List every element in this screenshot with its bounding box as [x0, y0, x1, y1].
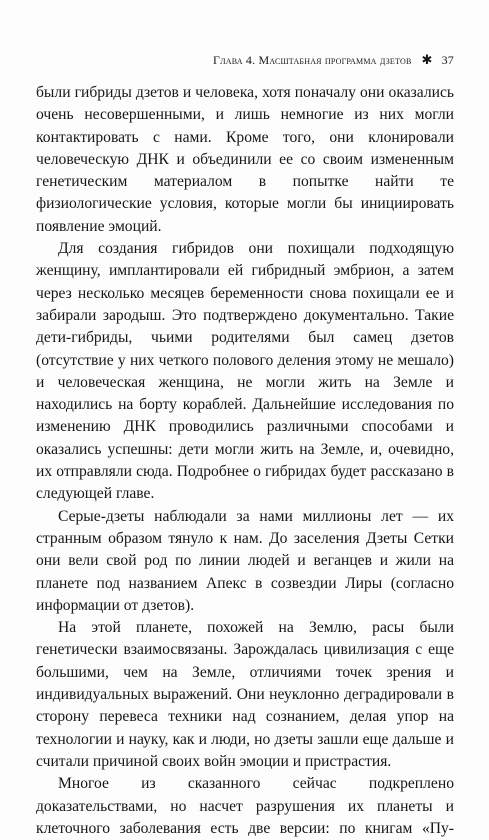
paragraph: Для создания гибридов они похищали подходящую женщину, имплантировали ей гибридный эмбрион, а затем через несколько месяцев беременности снова похищали ее и забирали зародыш. Это подтверждено документально. Такие дети-гибриды, чьими родителями был самец дзетов (отсутствие у них четкого полового деления этому не мешало) и человеческая женщина, не могли жить на Земле и находились на борту кораблей. Дальнейшие исследования по изменению ДНК проводились различными способами и оказались успешны: дети могли жить на Земле, и, очевидно, их отправляли сюда. Подробнее о гибридах будет рассказано в следующей главе.: [36, 240, 454, 503]
book-page: [36, 0, 454, 837]
running-header: [36, 52, 454, 70]
paragraph: Серые-дзеты наблюдали за нами миллионы лет — их странным образом тянуло к нам. До заселения Дзеты Сетки они вели свой род по линии людей и веганцев и жили на планете под названием Апекс в созвездии Лиры (согласно информации от дзетов).: [36, 507, 454, 614]
chapter-title: Глава 4. Масштабная программа дзетов: [212, 53, 412, 67]
paragraph: Многое из сказанного сейчас подкреплено доказательствами, но насчет разрушения их планеты и клеточного заболевания есть две версии: по книгам «Пу-: [36, 775, 454, 837]
body-text: [36, 82, 454, 840]
paragraph: На этой планете, похожей на Землю, расы были генетически взаимосвязаны. Зарождалась цивилизация с еще большими, чем на Земле, отличиями точек зрения и индивидуальных выражений. Они неуклонно деградировали в сторону перевеса техники над сознанием, делая упор на технологии и науку, как и люди, но дзеты зашли еще дальше и считали причиной своих войн эмоции и пристрастия.: [36, 619, 454, 770]
page-number: 37: [441, 53, 454, 67]
paragraph: были гибриды дзетов и человека, хотя поначалу они оказались очень несовершенными, и лишь немногие из них могли контактировать с нами. Кроме того, они клонировали человеческую ДНК и объединили ее со своим измененным генетическим материалом в попытке найти те физиологические условия, которые могли бы инициировать появление эмоций.: [36, 84, 454, 235]
asterisk-icon: ✱: [421, 52, 433, 67]
